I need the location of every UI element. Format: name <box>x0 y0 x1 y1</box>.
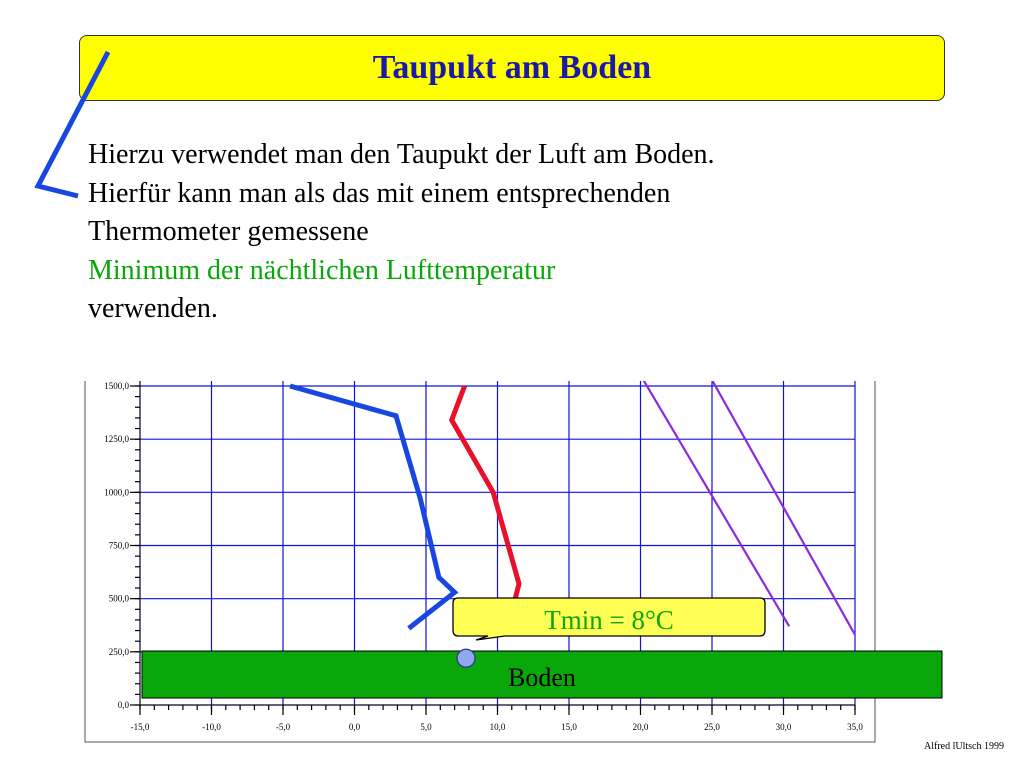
x-tick-label: 25,0 <box>704 722 720 732</box>
x-tick-label: 0,0 <box>348 722 361 732</box>
bracket-decoration <box>38 52 108 196</box>
x-tick-label: 20,0 <box>632 722 649 732</box>
y-tick-label: 1000,0 <box>104 487 129 498</box>
text-line-5: verwenden. <box>88 293 218 324</box>
text-line-2: Hierfür kann man als das mit einem entsprechenden <box>88 177 671 209</box>
series-dewpoint <box>290 386 455 628</box>
x-tick-label: 35,0 <box>847 722 863 732</box>
y-tick-label: 500,0 <box>108 593 129 604</box>
footer-credit: Alfred lUltsch 1999 <box>924 741 1004 752</box>
slide-title: Taupukt am Boden <box>372 49 652 86</box>
y-tick-label: 250,0 <box>108 646 129 657</box>
y-tick-label: 750,0 <box>108 540 129 551</box>
text-line-1: Hierzu verwendet man den Taupukt der Luft am Boden. <box>88 139 715 170</box>
x-tick-label: -5,0 <box>275 722 291 732</box>
series-adiabat_2 <box>711 378 855 635</box>
chart-series <box>290 378 855 635</box>
series-adiabat_1 <box>642 378 789 627</box>
x-tick-label: -15,0 <box>130 722 150 732</box>
y-tick-label: 0,0 <box>117 700 129 710</box>
bracket-line <box>38 52 108 196</box>
x-tick-label: 10,0 <box>489 722 506 732</box>
x-tick-label: -10,0 <box>202 722 221 732</box>
y-tick-label: 1500,0 <box>104 381 129 391</box>
text-line-highlight: Minimum der nächtlichen Lufttemperatur <box>88 254 556 286</box>
x-tick-label: 15,0 <box>561 722 577 732</box>
callout-text: Tmin = 8°C <box>544 605 674 635</box>
series-temperature <box>452 386 519 626</box>
chart-annotations <box>142 598 942 698</box>
ground-label: Boden <box>508 663 576 692</box>
y-tick-label: 1250,0 <box>104 434 129 445</box>
x-tick-label: 5,0 <box>420 722 432 732</box>
text-line-3: Thermometer gemessene <box>88 216 369 247</box>
tmin-point <box>457 649 475 667</box>
x-tick-label: 30,0 <box>775 722 792 732</box>
